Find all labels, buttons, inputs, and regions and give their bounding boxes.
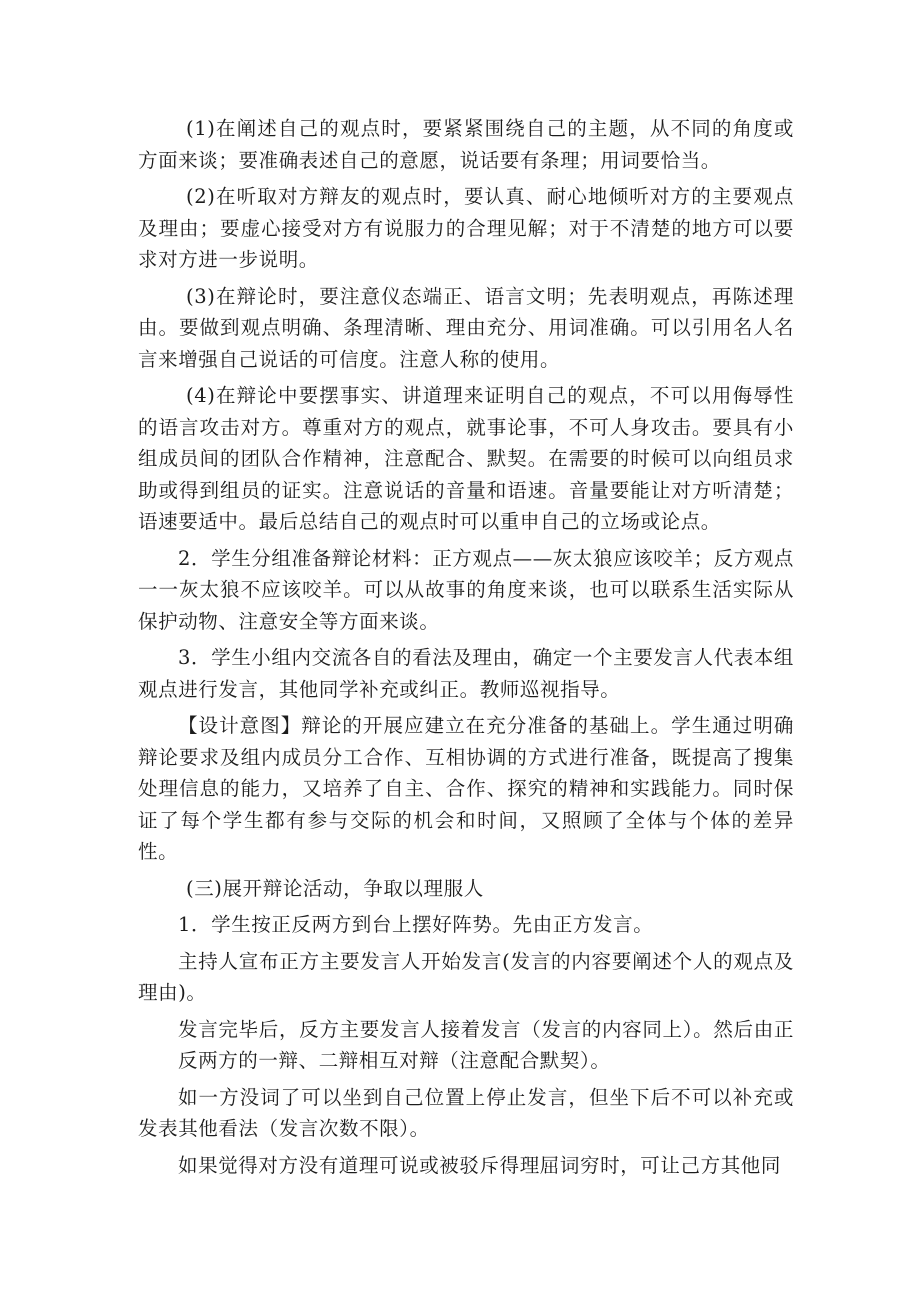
paragraph-requirement-2: (2)在听取对方辩友的观点时，要认真、耐心地倾听对方的主要观点及理由；要虚心接受对方有说服力的合理见解；对于不清楚的地方可以要求对方进一步说明。: [138, 185, 794, 271]
document-body: [138, 113, 794, 1186]
paragraph-requirement-4: (4)在辩论中要摆事实、讲道理来证明自己的观点，不可以用侮辱性的语言攻击对方。尊重对方的观点，就事论事，不可人身攻击。要具有小组成员间的团队合作精神，注意配合、默契。在需要的时候可以向组员求助或得到组员的证实。注意说话的音量和语速。音量要能让对方听清楚；语速要适中。最后总结自己的观点时可以重申自己的立场或论点。: [138, 384, 794, 533]
paragraph-teammates: 如果觉得对方没有道理可说或被驳斥得理屈词穷时，可让己方其他同: [178, 1153, 782, 1177]
paragraph-step-2: 2．学生分组准备辩论材料：正方观点——灰太狼应该咬羊；反方观点一一灰太狼不应该咬羊。可以从故事的角度来谈，也可以联系生活实际从保护动物、注意安全等方面来谈。: [138, 546, 795, 633]
paragraph-step-3: 3．学生小组内交流各自的看法及理由，确定一个主要发言人代表本组观点进行发言，其他同学补充或纠正。教师巡视指导。: [138, 646, 795, 701]
section-heading-3: (三)展开辩论活动，争取以理服人: [186, 876, 484, 900]
paragraph-requirement-1: (1)在阐述自己的观点时，要紧紧围绕自己的主题，从不同的角度或方面来谈；要准确表述自己的意愿，说话要有条理；用词要恰当。: [138, 117, 794, 172]
paragraph-rebuttal: 发言完毕后，反方主要发言人接着发言（发言的内容同上）。然后由正反两方的一辩、二辩相互对辩（注意配合默契）。: [178, 1017, 794, 1072]
paragraph-sit-down: 如一方没词了可以坐到自己位置上停止发言，但坐下后不可以补充或发表其他看法（发言次数不限）。: [138, 1085, 794, 1140]
paragraph-host-announce: 主持人宣布正方主要发言人开始发言(发言的内容要阐述个人的观点及理由)。: [138, 949, 794, 1004]
paragraph-step-1: 1．学生按正反两方到台上摆好阵势。先由正方发言。: [178, 913, 654, 936]
paragraph-requirement-3: (3)在辩论时，要注意仪态端正、语言文明；先表明观点，再陈述理由。要做到观点明确、条理清晰、理由充分、用词准确。可以引用名人名言来增强自己说话的可信度。注意人称的使用。: [138, 284, 794, 371]
paragraph-design-intent: 【设计意图】辩论的开展应建立在充分准备的基础上。学生通过明确辩论要求及组内成员分工合作、互相协调的方式进行准备，既提高了搜集处理信息的能力，又培养了自主、合作、探究的精神和实践能力。同时保证了每个学生都有参与交际的机会和时间，又照顾了全体与个体的差异性。: [138, 714, 794, 863]
